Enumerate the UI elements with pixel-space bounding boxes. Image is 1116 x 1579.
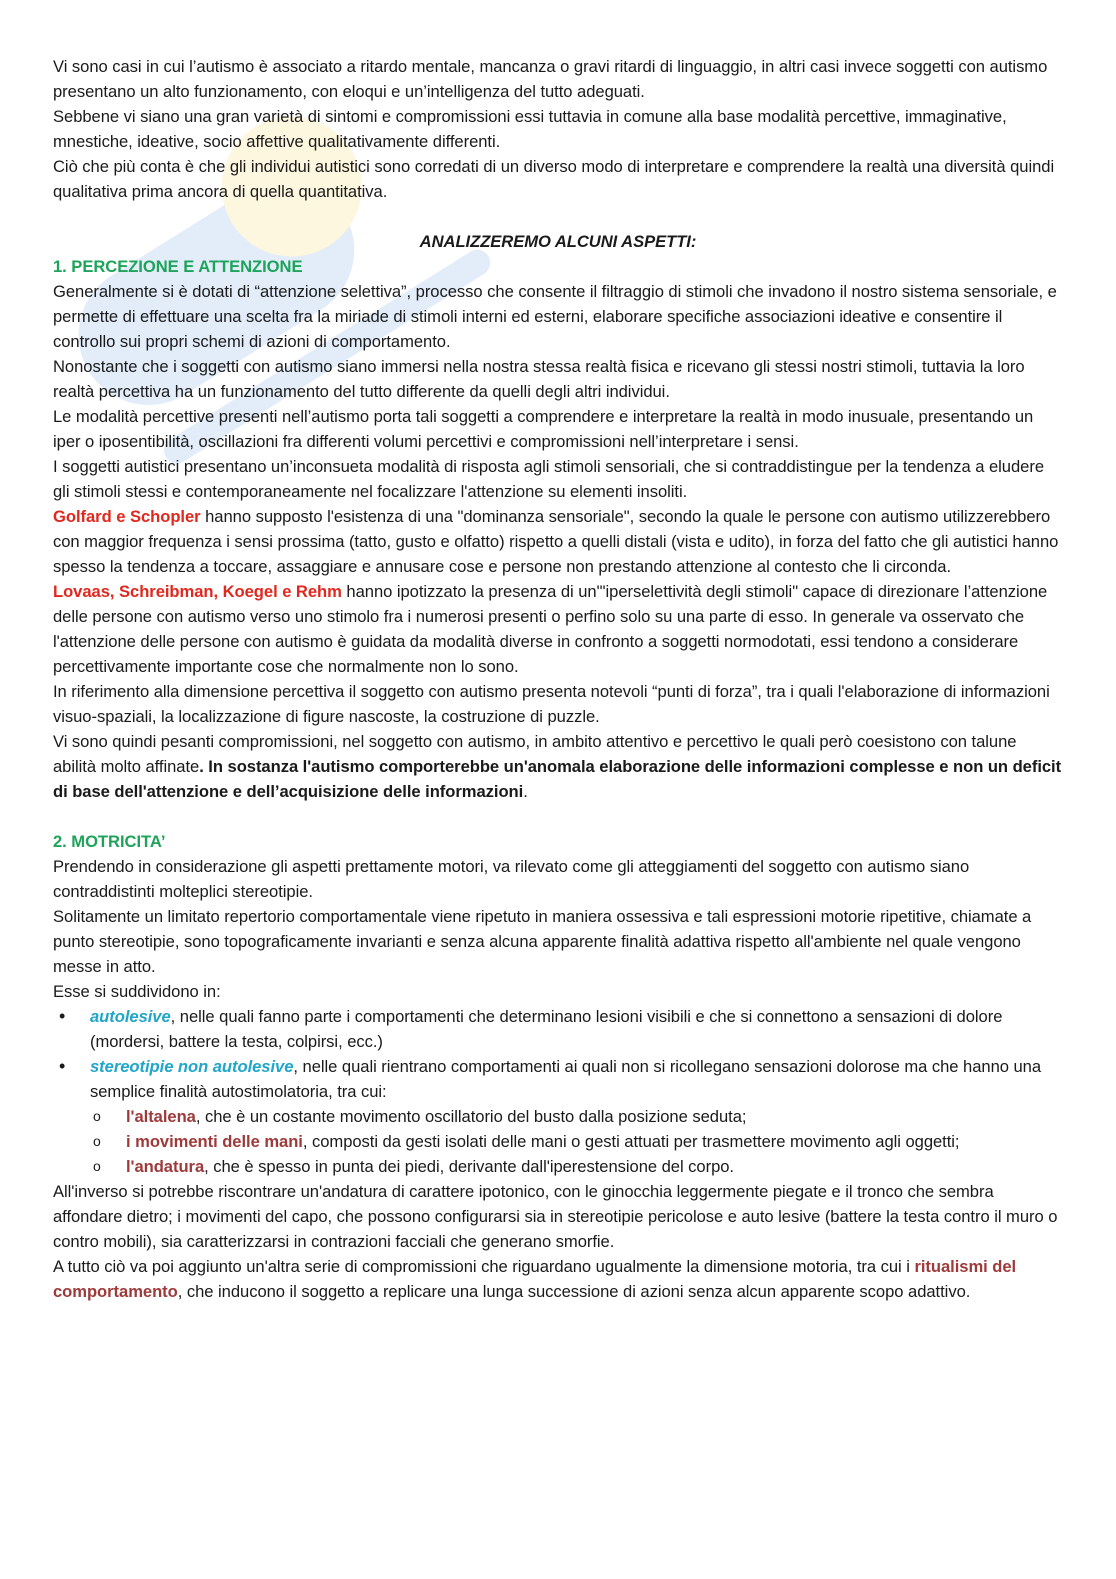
term-autolesive: autolesive: [90, 1007, 171, 1026]
section-2-paragraph-2: Solitamente un limitato repertorio comportamentale viene ripetuto in maniera ossessiva e tali espressioni motorie ripetitive, chiamate a punto stereotipie, sono topograficamente invarianti e senza alcuna apparente finalità adattiva rispetto all'ambiente nel quale vengono messe in atto.: [53, 907, 1032, 976]
section-1-paragraph-4: I soggetti autistici presentano un’inconsueta modalità di risposta agli stimoli sensoriali, che si contraddistingue per la tendenza a eludere gli stimoli stessi e contemporaneamente nel focalizzare l'attenzione su elementi insoliti.: [53, 457, 1044, 501]
section-2-paragraph-3: Esse si suddividono in:: [53, 982, 221, 1001]
document-page: [53, 54, 1063, 1304]
paragraph-8-text: Vi sono quindi pesanti compromissioni, nel soggetto con autismo, in ambito attentivo e percettivo le quali però coesistono con talune abilità molto affinate: [53, 732, 1017, 776]
paragraph-5-end: , che inducono il soggetto a replicare una lunga successione di azioni senza alcun apparente scopo adattivo.: [177, 1282, 971, 1301]
term-movimenti-mani: i movimenti delle mani: [126, 1132, 303, 1151]
section-2-heading: 2. MOTRICITA’: [53, 832, 166, 851]
list-item: [53, 1004, 1063, 1054]
section-2-paragraph-4: All'inverso si potrebbe riscontrare un'andatura di carattere ipotonico, con le ginocchia leggermente piegate e il tronco che sembra affondare dietro; i movimenti del capo, che possono configurarsi sia in stereotipie pericolose e auto lesive (battere la testa contro il muro o contro mobili), sia caratterizzarsi in contrazioni facciali che generano smorfie.: [53, 1182, 1058, 1251]
paragraph-5-text: hanno supposto l'esistenza di una "dominanza sensoriale", secondo la quale le persone con autismo utilizzerebbero con maggior frequenza i sensi prossima (tatto, gusto e olfatto) rispetto a quelli distali (vista e udito), in forza del fatto che gli autistici hanno spesso la tendenza a toccare, assaggiare e annusare cose e persone non prestando attenzione al contesto che li circonda.: [53, 507, 1059, 576]
authors-golfard-schopler: Golfard e Schopler: [53, 507, 201, 526]
list-item-text: , nelle quali rientrano comportamenti ai quali non si ricollegano sensazioni dolorose ma che hanno una semplice finalità autostimolatoria, tra cui:: [90, 1057, 1042, 1101]
sub-list-item: [53, 1129, 1063, 1154]
sub-list-item-text: , composti da gesti isolati delle mani o gesti attuati per trasmettere movimento agli oggetti;: [302, 1132, 960, 1151]
section-2-paragraph-1: Prendendo in considerazione gli aspetti prettamente motori, va rilevato come gli atteggiamenti del soggetto con autismo siano contraddistinti molteplici stereotipie.: [53, 857, 970, 901]
section-1-paragraph-7: In riferimento alla dimensione percettiva il soggetto con autismo presenta notevoli “punti di forza”, tra i quali l'elaborazione di informazioni visuo-spaziali, la localizzazione di figure nascoste, la costruzione di puzzle.: [53, 682, 1050, 726]
sub-list: [53, 1104, 1063, 1179]
section-1-paragraph-2: Nonostante che i soggetti con autismo siano immersi nella nostra stessa realtà fisica e ricevano gli stessi nostri stimoli, tuttavia la loro realtà percettiva ha un funzionamento del tutto differente da quelli degli altri individui.: [53, 357, 1025, 401]
term-altalena: l'altalena: [126, 1107, 196, 1126]
section-1-paragraph-1: Generalmente si è dotati di “attenzione selettiva”, processo che consente il filtraggio di stimoli che invadono il nostro sistema sensoriale, e permette di effettuare una scelta fra la miriade di stimoli interni ed esterni, elaborare specifiche associazioni ideative e consentire il controllo sui propri schemi di azioni di comportamento.: [53, 282, 1057, 351]
paragraph-5-text: A tutto ciò va poi aggiunto un'altra serie di compromissioni che riguardano ugualmente la dimensione motoria, tra cui i: [53, 1257, 915, 1276]
section-2-paragraph-5: [53, 1254, 1063, 1304]
term-non-autolesive: stereotipie non autolesive: [90, 1057, 294, 1076]
list-item: [53, 1054, 1063, 1179]
analysis-heading: ANALIZZEREMO ALCUNI ASPETTI:: [419, 232, 697, 251]
intro-paragraph-1: Vi sono casi in cui l’autismo è associato a ritardo mentale, mancanza o gravi ritardi di linguaggio, in altri casi invece soggetti con autismo presentano un alto funzionamento, con eloqui e un’intelligenza del tutto adeguati.: [53, 57, 1048, 101]
intro-paragraph-2: Sebbene vi siano una gran varietà di sintomi e compromissioni essi tuttavia in comune alla base modalità percettive, immaginative, mnestiche, ideative, socio affettive qualitativamente differenti.: [53, 107, 1007, 151]
paragraph-8-bold-conclusion: . In sostanza l'autismo comporterebbe un'anomala elaborazione delle informazioni complesse e non un deficit di base dell'attenzione e dell’acquisizione delle informazioni: [53, 757, 1062, 801]
sub-list-item: [53, 1104, 1063, 1129]
intro-paragraph-3: Ciò che più conta è che gli individui autistici sono corredati di un diverso modo di interpretare e comprendere la realtà una diversità quindi qualitativa prima ancora di quella quantitativa.: [53, 157, 1055, 201]
paragraph-6-text: hanno ipotizzato la presenza di un'"iperselettività degli stimoli" capace di direzionare l’attenzione delle persone con autismo verso uno stimolo fra i numerosi presenti o perfino solo su una parte di esso. In generale va osservato che l'attenzione delle persone con autismo è guidata da modalità diverse in confronto a soggetti normodotati, essi tendono a considerare percettivamente importante cose che normalmente non lo sono.: [53, 582, 1048, 676]
section-1-paragraph-3: Le modalità percettive presenti nell’autismo porta tali soggetti a comprendere e interpretare la realtà in modo inusuale, presentando un iper o iposentibilità, oscillazioni fra differenti volumi percettivi e compromissioni nell’interpretare i sensi.: [53, 407, 1034, 451]
stereotypy-list: [53, 1004, 1063, 1179]
authors-lovaas-group: Lovaas, Schreibman, Koegel e Rehm: [53, 582, 342, 601]
sub-list-item-text: , che è un costante movimento oscillatorio del busto dalla posizione seduta;: [195, 1107, 747, 1126]
term-andatura: l'andatura: [126, 1157, 205, 1176]
term-ritualismi: ritualismi del comportamento: [53, 1257, 1017, 1301]
section-1-paragraph-6: [53, 579, 1063, 679]
section-1-paragraph-8: [53, 729, 1063, 804]
section-1-heading: 1. PERCEZIONE E ATTENZIONE: [53, 257, 303, 276]
sub-list-item-text: , che è spesso in punta dei piedi, derivante dall'iperestensione del corpo.: [204, 1157, 734, 1176]
sub-list-item: [53, 1154, 1063, 1179]
section-1-paragraph-5: [53, 504, 1063, 579]
list-item-text: , nelle quali fanno parte i comportamenti che determinano lesioni visibili e che si connettono a sensazioni di dolore (mordersi, battere la testa, colpirsi, ecc.): [90, 1007, 1003, 1051]
paragraph-8-end: .: [523, 782, 528, 801]
